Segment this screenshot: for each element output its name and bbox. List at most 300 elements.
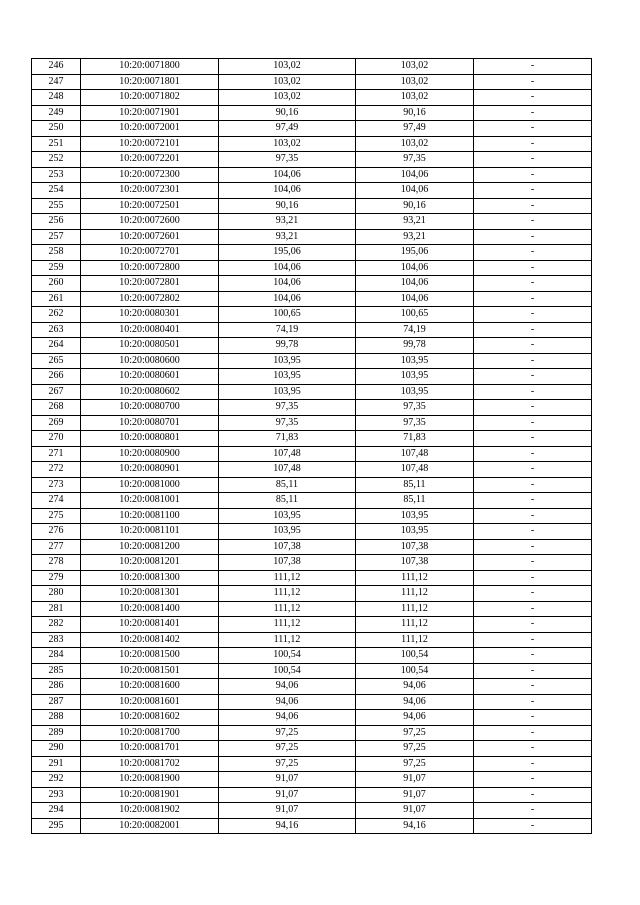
table-row — [32, 555, 592, 571]
area-confirmed-cell: 97,25 — [356, 756, 474, 772]
note-cell: - — [474, 229, 592, 245]
area-cell: 91,07 — [219, 772, 356, 788]
area-confirmed-cell: 99,78 — [356, 338, 474, 354]
note-cell: - — [474, 214, 592, 230]
cadastral-number-cell: 10:20:0072802 — [81, 291, 219, 307]
area-confirmed-cell: 100,54 — [356, 648, 474, 664]
area-cell: 91,07 — [219, 787, 356, 803]
note-cell: - — [474, 152, 592, 168]
area-cell: 103,02 — [219, 90, 356, 106]
area-confirmed-cell: 97,35 — [356, 415, 474, 431]
row-number-cell: 271 — [32, 446, 81, 462]
area-confirmed-cell: 97,49 — [356, 121, 474, 137]
table-row — [32, 570, 592, 586]
area-cell: 97,25 — [219, 756, 356, 772]
area-confirmed-cell: 111,12 — [356, 586, 474, 602]
cadastral-number-cell: 10:20:0071901 — [81, 105, 219, 121]
cadastral-number-cell: 10:20:0081901 — [81, 787, 219, 803]
table-row — [32, 245, 592, 261]
note-cell: - — [474, 539, 592, 555]
area-cell: 85,11 — [219, 493, 356, 509]
cadastral-number-cell: 10:20:0081601 — [81, 694, 219, 710]
note-cell: - — [474, 291, 592, 307]
area-cell: 103,02 — [219, 74, 356, 90]
area-cell: 104,06 — [219, 167, 356, 183]
table-row — [32, 136, 592, 152]
note-cell: - — [474, 725, 592, 741]
area-cell: 90,16 — [219, 105, 356, 121]
row-number-cell: 260 — [32, 276, 81, 292]
row-number-cell: 259 — [32, 260, 81, 276]
area-confirmed-cell: 97,35 — [356, 400, 474, 416]
area-confirmed-cell: 111,12 — [356, 570, 474, 586]
table-row — [32, 291, 592, 307]
row-number-cell: 286 — [32, 679, 81, 695]
area-cell: 111,12 — [219, 570, 356, 586]
table-row — [32, 415, 592, 431]
cadastral-number-cell: 10:20:0080900 — [81, 446, 219, 462]
note-cell: - — [474, 787, 592, 803]
cadastral-number-cell: 10:20:0080801 — [81, 431, 219, 447]
note-cell: - — [474, 167, 592, 183]
table-row — [32, 276, 592, 292]
area-confirmed-cell: 94,16 — [356, 818, 474, 834]
data-table — [31, 58, 592, 834]
area-cell: 90,16 — [219, 198, 356, 214]
row-number-cell: 275 — [32, 508, 81, 524]
table-row — [32, 741, 592, 757]
area-cell: 100,54 — [219, 648, 356, 664]
area-confirmed-cell: 94,06 — [356, 679, 474, 695]
cadastral-number-cell: 10:20:0080901 — [81, 462, 219, 478]
area-confirmed-cell: 111,12 — [356, 601, 474, 617]
area-cell: 107,38 — [219, 539, 356, 555]
note-cell: - — [474, 90, 592, 106]
row-number-cell: 281 — [32, 601, 81, 617]
note-cell: - — [474, 477, 592, 493]
area-confirmed-cell: 104,06 — [356, 291, 474, 307]
area-confirmed-cell: 97,25 — [356, 741, 474, 757]
area-confirmed-cell: 104,06 — [356, 276, 474, 292]
cadastral-number-cell: 10:20:0081001 — [81, 493, 219, 509]
cadastral-number-cell: 10:20:0081201 — [81, 555, 219, 571]
row-number-cell: 253 — [32, 167, 81, 183]
note-cell: - — [474, 679, 592, 695]
cadastral-number-cell: 10:20:0071800 — [81, 59, 219, 75]
row-number-cell: 270 — [32, 431, 81, 447]
table-row — [32, 648, 592, 664]
row-number-cell: 282 — [32, 617, 81, 633]
row-number-cell: 252 — [32, 152, 81, 168]
table-row — [32, 710, 592, 726]
area-cell: 103,95 — [219, 524, 356, 540]
area-confirmed-cell: 111,12 — [356, 617, 474, 633]
cadastral-number-cell: 10:20:0080501 — [81, 338, 219, 354]
cadastral-number-cell: 10:20:0081100 — [81, 508, 219, 524]
area-confirmed-cell: 103,95 — [356, 524, 474, 540]
area-confirmed-cell: 94,06 — [356, 694, 474, 710]
cadastral-number-cell: 10:20:0081700 — [81, 725, 219, 741]
row-number-cell: 290 — [32, 741, 81, 757]
note-cell: - — [474, 105, 592, 121]
cadastral-number-cell: 10:20:0072701 — [81, 245, 219, 261]
row-number-cell: 267 — [32, 384, 81, 400]
row-number-cell: 266 — [32, 369, 81, 385]
area-cell: 97,25 — [219, 741, 356, 757]
note-cell: - — [474, 818, 592, 834]
cadastral-number-cell: 10:20:0081702 — [81, 756, 219, 772]
cadastral-number-cell: 10:20:0081902 — [81, 803, 219, 819]
cadastral-number-cell: 10:20:0080401 — [81, 322, 219, 338]
note-cell: - — [474, 245, 592, 261]
area-confirmed-cell: 91,07 — [356, 772, 474, 788]
area-confirmed-cell: 91,07 — [356, 787, 474, 803]
row-number-cell: 257 — [32, 229, 81, 245]
area-confirmed-cell: 107,38 — [356, 555, 474, 571]
area-confirmed-cell: 97,35 — [356, 152, 474, 168]
row-number-cell: 283 — [32, 632, 81, 648]
area-confirmed-cell: 100,54 — [356, 663, 474, 679]
area-confirmed-cell: 90,16 — [356, 198, 474, 214]
table-row — [32, 307, 592, 323]
note-cell: - — [474, 369, 592, 385]
table-row — [32, 772, 592, 788]
table-row — [32, 462, 592, 478]
area-confirmed-cell: 104,06 — [356, 167, 474, 183]
note-cell: - — [474, 648, 592, 664]
area-confirmed-cell: 103,95 — [356, 508, 474, 524]
row-number-cell: 273 — [32, 477, 81, 493]
note-cell: - — [474, 183, 592, 199]
area-cell: 104,06 — [219, 291, 356, 307]
cadastral-number-cell: 10:20:0072001 — [81, 121, 219, 137]
area-confirmed-cell: 103,02 — [356, 59, 474, 75]
row-number-cell: 284 — [32, 648, 81, 664]
table-row — [32, 353, 592, 369]
area-confirmed-cell: 97,25 — [356, 725, 474, 741]
row-number-cell: 280 — [32, 586, 81, 602]
table-row — [32, 617, 592, 633]
area-cell: 100,65 — [219, 307, 356, 323]
area-cell: 94,06 — [219, 710, 356, 726]
note-cell: - — [474, 276, 592, 292]
area-confirmed-cell: 85,11 — [356, 493, 474, 509]
table-row — [32, 539, 592, 555]
area-confirmed-cell: 103,95 — [356, 369, 474, 385]
area-confirmed-cell: 103,02 — [356, 136, 474, 152]
cadastral-number-cell: 10:20:0072800 — [81, 260, 219, 276]
area-cell: 94,06 — [219, 679, 356, 695]
table-row — [32, 679, 592, 695]
note-cell: - — [474, 384, 592, 400]
area-cell: 97,35 — [219, 152, 356, 168]
note-cell: - — [474, 431, 592, 447]
row-number-cell: 255 — [32, 198, 81, 214]
area-confirmed-cell: 111,12 — [356, 632, 474, 648]
cadastral-number-cell: 10:20:0072101 — [81, 136, 219, 152]
cadastral-number-cell: 10:20:0081400 — [81, 601, 219, 617]
row-number-cell: 250 — [32, 121, 81, 137]
cadastral-number-cell: 10:20:0080602 — [81, 384, 219, 400]
area-cell: 74,19 — [219, 322, 356, 338]
row-number-cell: 256 — [32, 214, 81, 230]
table-row — [32, 384, 592, 400]
area-cell: 103,95 — [219, 384, 356, 400]
area-confirmed-cell: 85,11 — [356, 477, 474, 493]
table-row — [32, 446, 592, 462]
note-cell: - — [474, 462, 592, 478]
table-row — [32, 694, 592, 710]
area-confirmed-cell: 71,83 — [356, 431, 474, 447]
row-number-cell: 293 — [32, 787, 81, 803]
table-row — [32, 663, 592, 679]
table-row — [32, 725, 592, 741]
note-cell: - — [474, 694, 592, 710]
area-confirmed-cell: 107,48 — [356, 446, 474, 462]
area-confirmed-cell: 103,95 — [356, 384, 474, 400]
cadastral-number-cell: 10:20:0081600 — [81, 679, 219, 695]
cadastral-number-cell: 10:20:0081301 — [81, 586, 219, 602]
table-row — [32, 400, 592, 416]
area-confirmed-cell: 107,38 — [356, 539, 474, 555]
note-cell: - — [474, 508, 592, 524]
area-confirmed-cell: 103,95 — [356, 353, 474, 369]
note-cell: - — [474, 617, 592, 633]
table-row — [32, 524, 592, 540]
row-number-cell: 274 — [32, 493, 81, 509]
row-number-cell: 246 — [32, 59, 81, 75]
area-cell: 94,06 — [219, 694, 356, 710]
cadastral-number-cell: 10:20:0081900 — [81, 772, 219, 788]
area-confirmed-cell: 90,16 — [356, 105, 474, 121]
area-confirmed-cell: 93,21 — [356, 214, 474, 230]
cadastral-number-cell: 10:20:0081602 — [81, 710, 219, 726]
row-number-cell: 291 — [32, 756, 81, 772]
note-cell: - — [474, 710, 592, 726]
cadastral-number-cell: 10:20:0081402 — [81, 632, 219, 648]
row-number-cell: 295 — [32, 818, 81, 834]
row-number-cell: 258 — [32, 245, 81, 261]
area-cell: 103,95 — [219, 508, 356, 524]
table-row — [32, 90, 592, 106]
area-cell: 111,12 — [219, 632, 356, 648]
cadastral-number-cell: 10:20:0071802 — [81, 90, 219, 106]
area-confirmed-cell: 103,02 — [356, 74, 474, 90]
area-cell: 97,35 — [219, 400, 356, 416]
table-row — [32, 586, 592, 602]
note-cell: - — [474, 338, 592, 354]
note-cell: - — [474, 632, 592, 648]
table-row — [32, 338, 592, 354]
note-cell: - — [474, 586, 592, 602]
table-row — [32, 198, 592, 214]
row-number-cell: 265 — [32, 353, 81, 369]
area-cell: 111,12 — [219, 601, 356, 617]
area-cell: 93,21 — [219, 214, 356, 230]
table-row — [32, 818, 592, 834]
cadastral-number-cell: 10:20:0080701 — [81, 415, 219, 431]
table-row — [32, 59, 592, 75]
area-confirmed-cell: 100,65 — [356, 307, 474, 323]
note-cell: - — [474, 772, 592, 788]
note-cell: - — [474, 601, 592, 617]
row-number-cell: 263 — [32, 322, 81, 338]
area-cell: 103,02 — [219, 136, 356, 152]
note-cell: - — [474, 663, 592, 679]
area-cell: 104,06 — [219, 260, 356, 276]
area-cell: 104,06 — [219, 276, 356, 292]
cadastral-number-cell: 10:20:0072801 — [81, 276, 219, 292]
table-row — [32, 787, 592, 803]
cadastral-number-cell: 10:20:0080601 — [81, 369, 219, 385]
area-cell: 103,95 — [219, 369, 356, 385]
area-cell: 103,95 — [219, 353, 356, 369]
area-cell: 85,11 — [219, 477, 356, 493]
row-number-cell: 268 — [32, 400, 81, 416]
area-cell: 93,21 — [219, 229, 356, 245]
note-cell: - — [474, 322, 592, 338]
cadastral-number-cell: 10:20:0072600 — [81, 214, 219, 230]
note-cell: - — [474, 555, 592, 571]
area-confirmed-cell: 104,06 — [356, 183, 474, 199]
cadastral-number-cell: 10:20:0081101 — [81, 524, 219, 540]
table-body — [32, 59, 592, 834]
area-confirmed-cell: 103,02 — [356, 90, 474, 106]
note-cell: - — [474, 415, 592, 431]
row-number-cell: 254 — [32, 183, 81, 199]
cadastral-number-cell: 10:20:0072301 — [81, 183, 219, 199]
note-cell: - — [474, 136, 592, 152]
note-cell: - — [474, 524, 592, 540]
area-cell: 71,83 — [219, 431, 356, 447]
note-cell: - — [474, 59, 592, 75]
area-cell: 94,16 — [219, 818, 356, 834]
table-row — [32, 632, 592, 648]
row-number-cell: 288 — [32, 710, 81, 726]
area-cell: 107,48 — [219, 462, 356, 478]
row-number-cell: 276 — [32, 524, 81, 540]
table-row — [32, 167, 592, 183]
area-confirmed-cell: 94,06 — [356, 710, 474, 726]
row-number-cell: 289 — [32, 725, 81, 741]
area-cell: 103,02 — [219, 59, 356, 75]
row-number-cell: 285 — [32, 663, 81, 679]
cadastral-number-cell: 10:20:0081200 — [81, 539, 219, 555]
row-number-cell: 269 — [32, 415, 81, 431]
cadastral-number-cell: 10:20:0081000 — [81, 477, 219, 493]
table-row — [32, 105, 592, 121]
table-row — [32, 183, 592, 199]
cadastral-number-cell: 10:20:0080700 — [81, 400, 219, 416]
table-row — [32, 322, 592, 338]
cadastral-number-cell: 10:20:0072201 — [81, 152, 219, 168]
note-cell: - — [474, 198, 592, 214]
table-row — [32, 260, 592, 276]
note-cell: - — [474, 741, 592, 757]
cadastral-number-cell: 10:20:0081501 — [81, 663, 219, 679]
note-cell: - — [474, 446, 592, 462]
note-cell: - — [474, 493, 592, 509]
area-cell: 107,38 — [219, 555, 356, 571]
area-confirmed-cell: 91,07 — [356, 803, 474, 819]
table-row — [32, 508, 592, 524]
note-cell: - — [474, 121, 592, 137]
row-number-cell: 247 — [32, 74, 81, 90]
row-number-cell: 278 — [32, 555, 81, 571]
table-row — [32, 803, 592, 819]
area-cell: 97,25 — [219, 725, 356, 741]
area-confirmed-cell: 195,06 — [356, 245, 474, 261]
table-row — [32, 369, 592, 385]
area-cell: 111,12 — [219, 586, 356, 602]
area-confirmed-cell: 74,19 — [356, 322, 474, 338]
row-number-cell: 262 — [32, 307, 81, 323]
row-number-cell: 292 — [32, 772, 81, 788]
table-row — [32, 121, 592, 137]
cadastral-number-cell: 10:20:0081701 — [81, 741, 219, 757]
table-row — [32, 756, 592, 772]
row-number-cell: 272 — [32, 462, 81, 478]
area-cell: 100,54 — [219, 663, 356, 679]
cadastral-number-cell: 10:20:0072601 — [81, 229, 219, 245]
cadastral-number-cell: 10:20:0081401 — [81, 617, 219, 633]
note-cell: - — [474, 260, 592, 276]
note-cell: - — [474, 307, 592, 323]
table-row — [32, 477, 592, 493]
area-cell: 99,78 — [219, 338, 356, 354]
area-cell: 97,49 — [219, 121, 356, 137]
table-row — [32, 74, 592, 90]
table-row — [32, 601, 592, 617]
cadastral-number-cell: 10:20:0082001 — [81, 818, 219, 834]
area-cell: 104,06 — [219, 183, 356, 199]
note-cell: - — [474, 803, 592, 819]
note-cell: - — [474, 570, 592, 586]
table-row — [32, 229, 592, 245]
note-cell: - — [474, 756, 592, 772]
row-number-cell: 264 — [32, 338, 81, 354]
cadastral-number-cell: 10:20:0080301 — [81, 307, 219, 323]
row-number-cell: 249 — [32, 105, 81, 121]
note-cell: - — [474, 74, 592, 90]
row-number-cell: 279 — [32, 570, 81, 586]
area-cell: 97,35 — [219, 415, 356, 431]
table-row — [32, 493, 592, 509]
area-confirmed-cell: 93,21 — [356, 229, 474, 245]
area-cell: 91,07 — [219, 803, 356, 819]
row-number-cell: 248 — [32, 90, 81, 106]
area-confirmed-cell: 104,06 — [356, 260, 474, 276]
row-number-cell: 277 — [32, 539, 81, 555]
area-cell: 111,12 — [219, 617, 356, 633]
table-row — [32, 214, 592, 230]
cadastral-number-cell: 10:20:0072300 — [81, 167, 219, 183]
table-row — [32, 431, 592, 447]
row-number-cell: 261 — [32, 291, 81, 307]
cadastral-number-cell: 10:20:0081300 — [81, 570, 219, 586]
cadastral-number-cell: 10:20:0080600 — [81, 353, 219, 369]
cadastral-number-cell: 10:20:0071801 — [81, 74, 219, 90]
area-confirmed-cell: 107,48 — [356, 462, 474, 478]
note-cell: - — [474, 353, 592, 369]
area-cell: 195,06 — [219, 245, 356, 261]
area-cell: 107,48 — [219, 446, 356, 462]
row-number-cell: 294 — [32, 803, 81, 819]
note-cell: - — [474, 400, 592, 416]
table-row — [32, 152, 592, 168]
cadastral-number-cell: 10:20:0072501 — [81, 198, 219, 214]
row-number-cell: 287 — [32, 694, 81, 710]
